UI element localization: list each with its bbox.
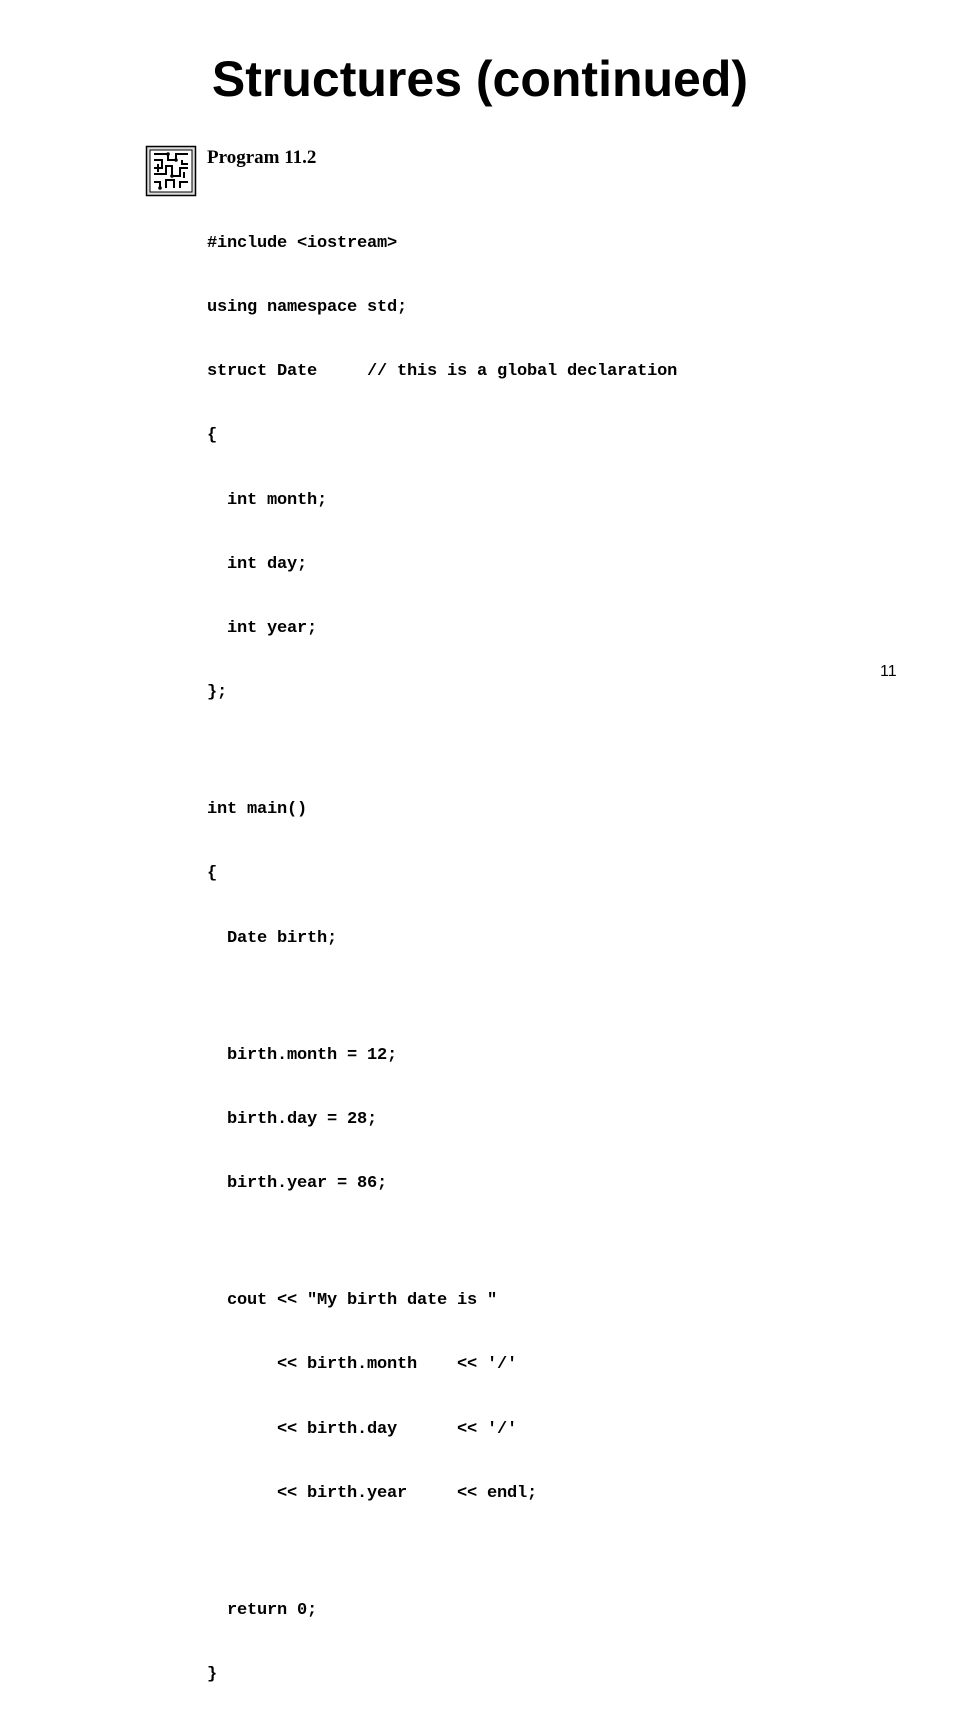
code-line: int main(): [207, 800, 308, 820]
page-number: 11: [880, 663, 897, 680]
code-line: {: [207, 426, 218, 446]
code-listing: [207, 190, 677, 1728]
code-line: << birth.year << endl;: [207, 1483, 538, 1503]
code-line: using namespace std;: [207, 298, 408, 318]
code-line: int year;: [207, 619, 318, 639]
code-line: #include <iostream>: [207, 233, 398, 253]
code-line: << birth.month << '/': [207, 1355, 518, 1375]
code-line: birth.year = 86;: [207, 1174, 388, 1194]
code-line: Date birth;: [207, 928, 338, 948]
code-line: int day;: [207, 554, 308, 574]
code-line: int month;: [207, 490, 328, 510]
circuit-chip-icon: [146, 146, 196, 196]
code-line: << birth.day << '/': [207, 1419, 518, 1439]
code-line: }: [207, 1664, 218, 1684]
code-line: };: [207, 683, 228, 703]
code-line: {: [207, 864, 218, 884]
code-line: cout << "My birth date is ": [207, 1291, 498, 1311]
code-line: return 0;: [207, 1600, 318, 1620]
slide-title: Structures (continued): [211, 51, 749, 107]
code-line: struct Date // this is a global declaration: [207, 362, 678, 382]
code-line: birth.month = 12;: [207, 1045, 398, 1065]
code-line: birth.day = 28;: [207, 1109, 378, 1129]
program-label: Program 11.2: [207, 147, 317, 168]
